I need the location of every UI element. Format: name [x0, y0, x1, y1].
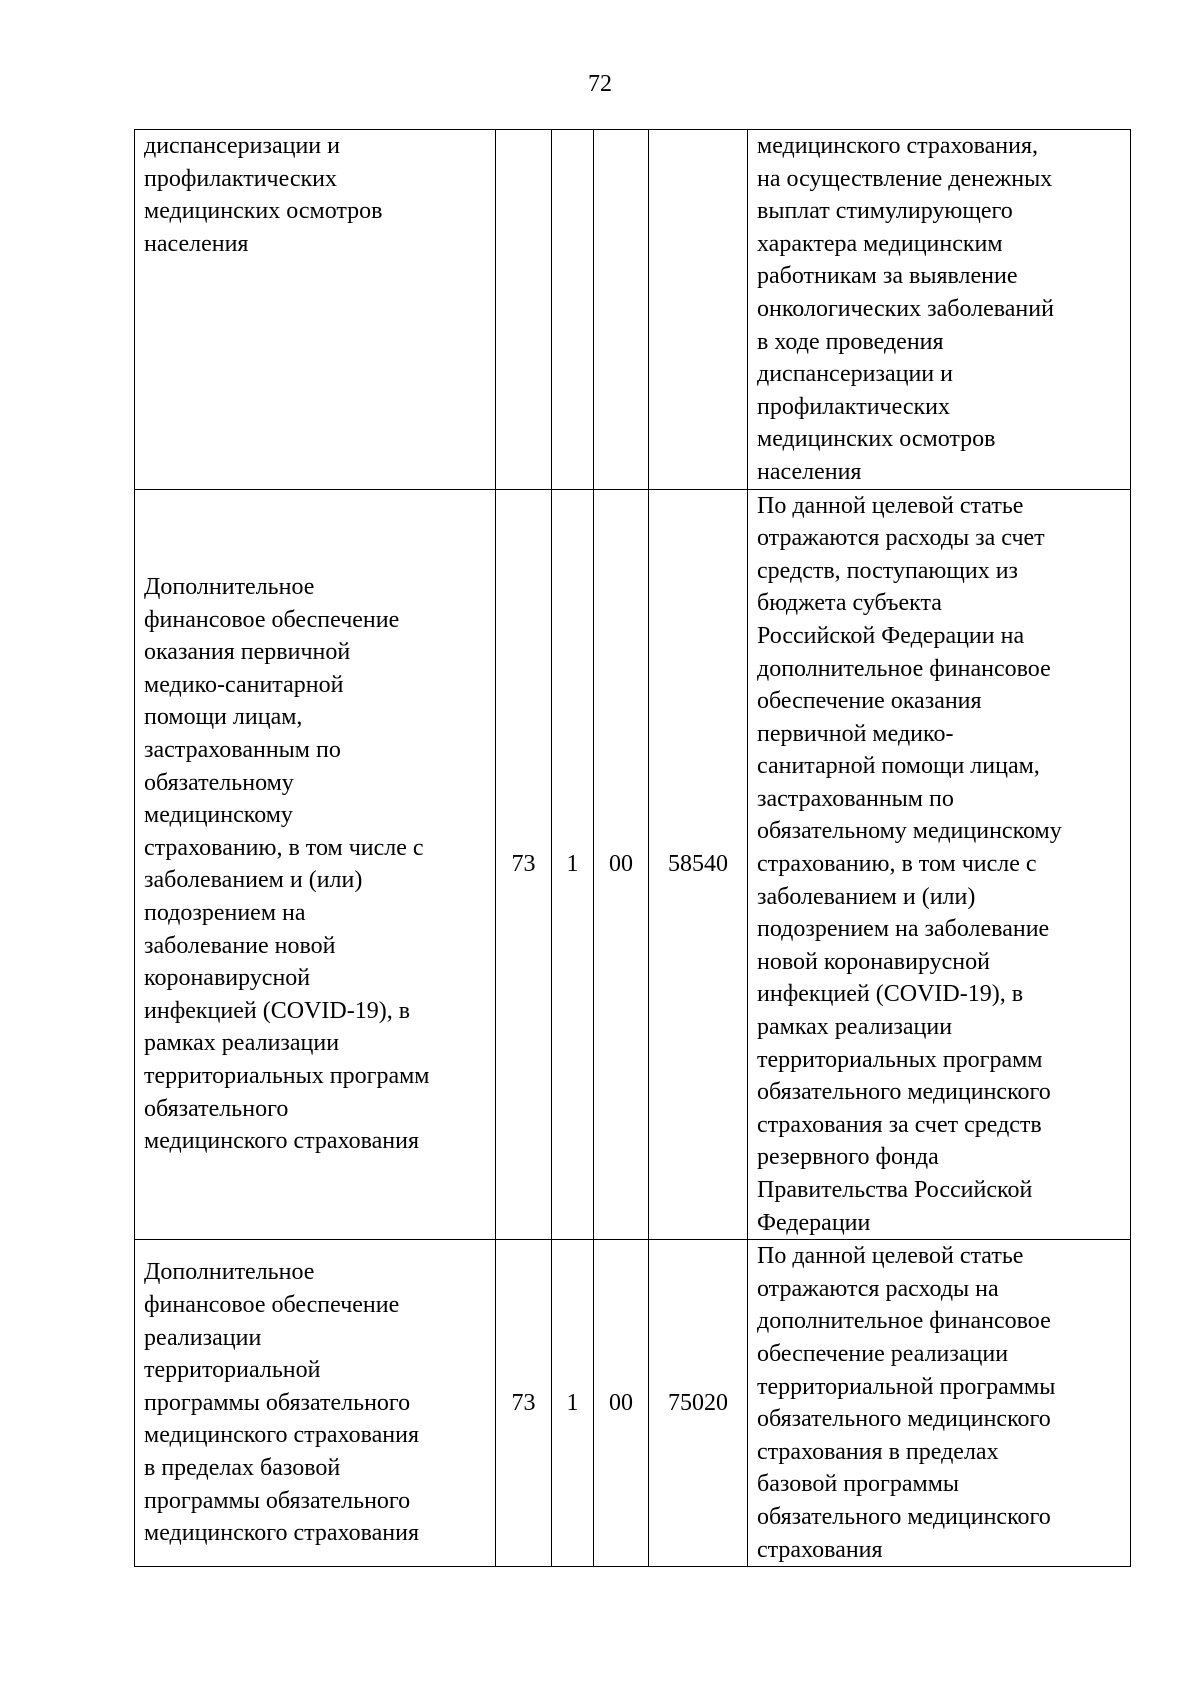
code-cell-program: 73: [496, 1240, 552, 1567]
description-cell: [748, 130, 1131, 490]
description-text: медицинского страхования, на осуществление денежных выплат стимулирующего характера медицинским работникам за выявление онкологических заболеваний в ходе проведения диспансеризации и профилактических медицинских осмотров населения: [757, 133, 1054, 485]
budget-classification-table: [134, 129, 1131, 1567]
table-row: [135, 1240, 1131, 1567]
code-cell-main-event: 00: [594, 489, 649, 1240]
code-cell-main-event: 00: [594, 1240, 649, 1567]
code-cell-direction: [649, 130, 748, 490]
page-number: 72: [588, 71, 612, 97]
code-cell-main-event: [594, 130, 649, 490]
table-row: [135, 130, 1131, 490]
code-cell-subprogram: 1: [552, 489, 594, 1240]
code-cell-direction: 58540: [649, 489, 748, 1240]
code-cell-direction: 75020: [649, 1240, 748, 1567]
expense-name: диспансеризации и профилактических медицинских осмотров населения: [144, 133, 383, 257]
description-text: По данной целевой статье отражаются расходы за счет средств, поступающих из бюджета субъекта Российской Федерации на дополнительное финансовое обеспечение оказания первичной медико- санитарной помощи лицам, застрахованным по обязательному медицинскому страхованию, в том числе с заболеванием и (или) подозрением на заболевание новой коронавирусной инфекцией (COVID-19), в рамках реализации территориальных программ обязательного медицинского страхования за счет средств резервного фонда Правительства Российской Федерации: [757, 492, 1062, 1236]
code-cell-program: 73: [496, 489, 552, 1240]
code-cell-subprogram: 1: [552, 1240, 594, 1567]
description-text: По данной целевой статье отражаются расходы на дополнительное финансовое обеспечение реализации территориальной программы обязательного медицинского страхования в пределах базовой программы обязательного медицинского страхования: [757, 1243, 1056, 1563]
expense-name-cell: [135, 130, 496, 490]
description-cell: [748, 489, 1131, 1240]
expense-name: Дополнительное финансовое обеспечение оказания первичной медико-санитарной помощи лицам, застрахованным по обязательному медицинскому страхованию, в том числе с заболеванием и (или) подозрением на заболевание новой коронавирусной инфекцией (COVID-19), в рамках реализации территориальных программ обязательного медицинского страхования: [144, 574, 430, 1155]
table-row: [135, 489, 1131, 1240]
description-cell: [748, 1240, 1131, 1567]
code-cell-program: [496, 130, 552, 490]
expense-name-cell: [135, 489, 496, 1240]
expense-name-cell: [135, 1240, 496, 1567]
code-cell-subprogram: [552, 130, 594, 490]
expense-name: Дополнительное финансовое обеспечение реализации территориальной программы обязательного медицинского страхования в пределах базовой программы обязательного медицинского страхования: [144, 1259, 420, 1547]
